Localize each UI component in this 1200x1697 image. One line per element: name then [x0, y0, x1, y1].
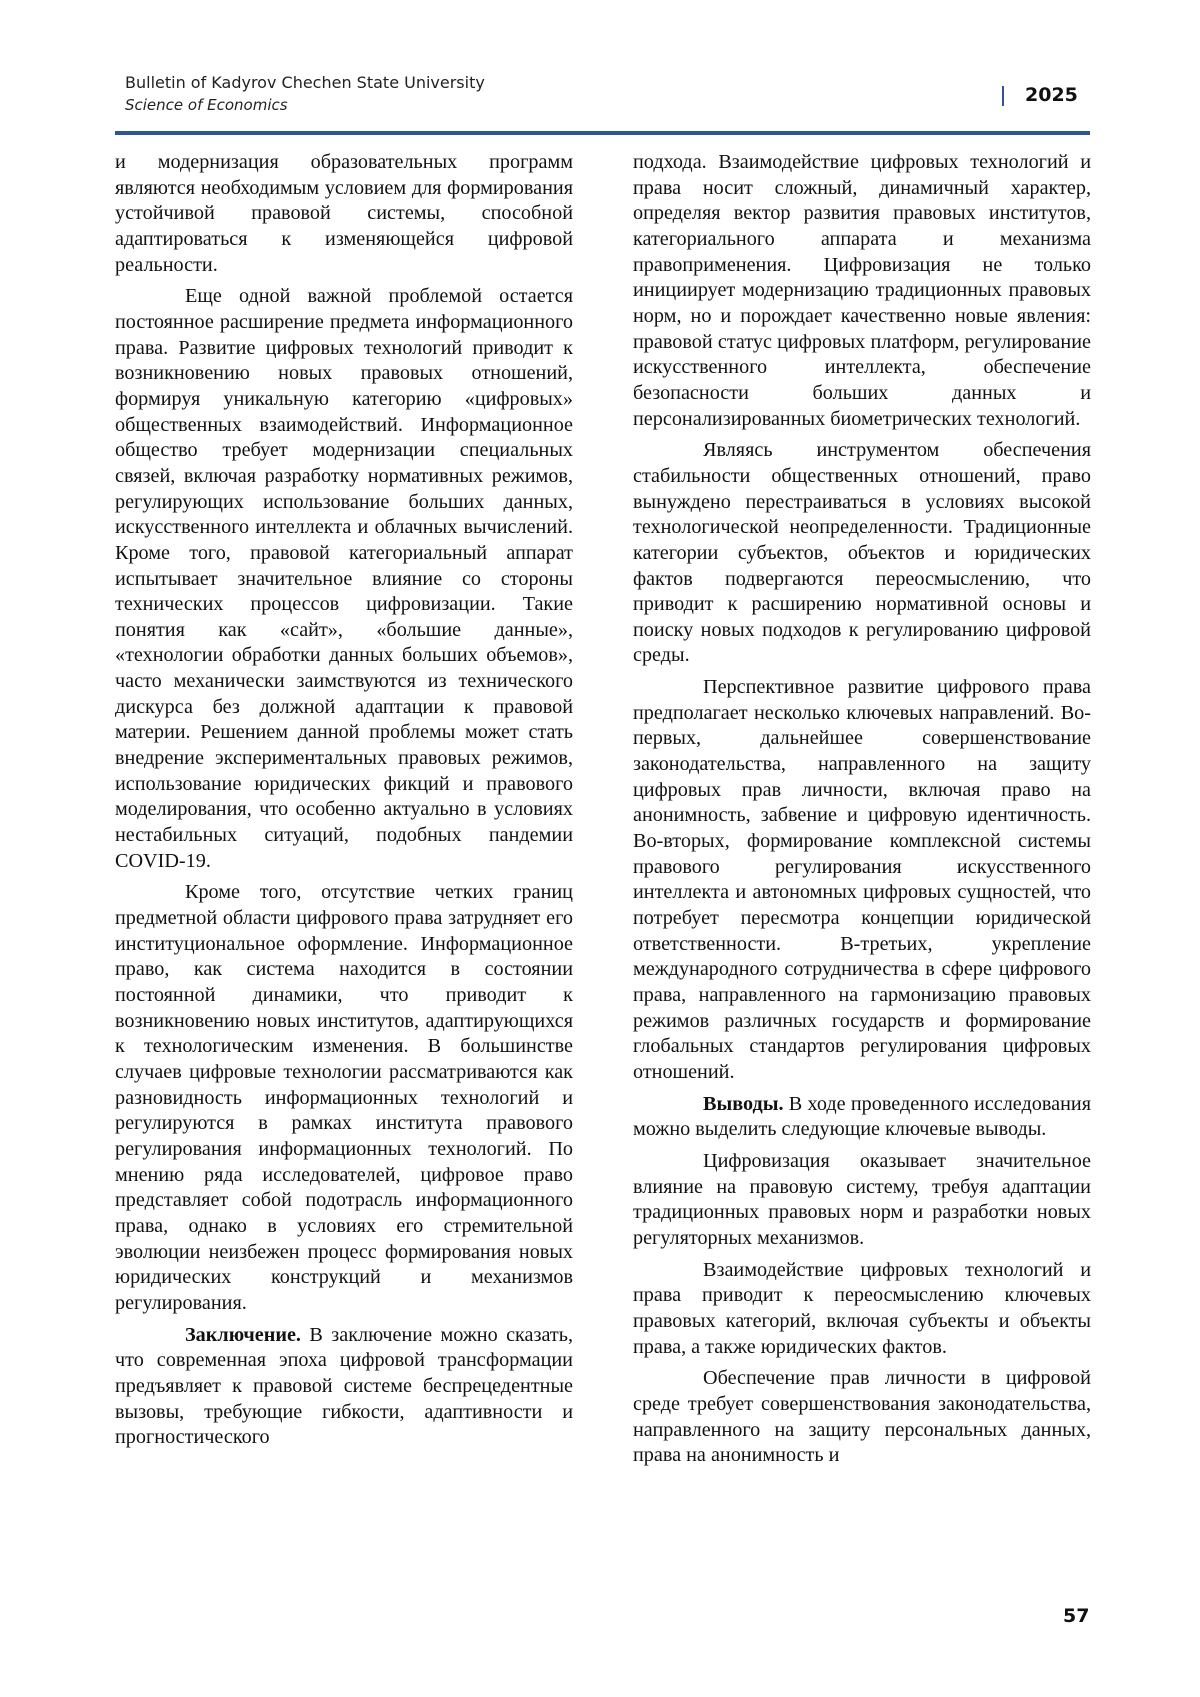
- paragraph: [633, 1092, 1091, 1143]
- page-number: 57: [1063, 1605, 1089, 1627]
- journal-section: Science of Economics: [125, 94, 1085, 116]
- journal-title: Bulletin of Kadyrov Chechen State University: [125, 72, 1085, 94]
- paragraph: Цифровизация оказывает значительное влияние на правовую систему, требуя адаптации традиционных правовых норм и разработки новых регуляторных механизмов.: [633, 1149, 1091, 1252]
- running-header: [125, 72, 1085, 130]
- paragraph: Являясь инструментом обеспечения стабильности общественных отношений, право вынуждено перестраиваться в условиях высокой технологической неопределенности. Традиционные категории субъектов, объектов и юридических фактов подвергаются переосмыслению, что приводит к расширению нормативной основы и поиску новых подходов к регулированию цифровой среды.: [633, 438, 1091, 669]
- paragraph: и модернизация образовательных программ являются необходимым условием для формирования устойчивой правовой системы, способной адаптироваться к изменяющейся цифровой реальности.: [115, 150, 573, 278]
- left-column: [115, 150, 573, 1457]
- right-column: [633, 150, 1091, 1475]
- paragraph: Перспективное развитие цифрового права предполагает несколько ключевых направлений. Во-первых, дальнейшее совершенствование законодательства, направленного на защиту цифровых прав личности, включая право на анонимность, забвение и цифровую идентичность. Во-вторых, формирование комплексной системы правового регулирования искусственного интеллекта и автономных цифровых сущностей, что потребует пересмотра концепции юридической ответственности. В-третьих, укрепление международного сотрудничества в сфере цифрового права, направленного на гармонизацию правовых режимов различных государств и формирование глобальных стандартов регулирования цифровых отношений.: [633, 675, 1091, 1086]
- paragraph: Взаимодействие цифровых технологий и права приводит к переосмыслению ключевых правовых категорий, включая субъекты и объекты права, а также юридических фактов.: [633, 1258, 1091, 1361]
- paragraph: Обеспечение прав личности в цифровой среде требует совершенствования законодательства, направленного на защиту персональных данных, права на анонимность и: [633, 1366, 1091, 1469]
- year-divider: [1002, 86, 1004, 106]
- paragraph-text: В ходе проведенного исследования можно выделить следующие ключевые выводы.: [633, 1093, 1091, 1141]
- paragraph: подхода. Взаимодействие цифровых технологий и права носит сложный, динамичный характер, определяя вектор развития правовых институтов, категориального аппарата и механизма правоприменения. Цифровизация не только инициирует модернизацию традиционных правовых норм, но и порождает качественно новые явления: правовой статус цифровых платформ, регулирование искусственного интеллекта, обеспечение безопасности больших данных и персонализированных биометрических технологий.: [633, 150, 1091, 432]
- paragraph: [115, 1323, 573, 1451]
- conclusion-heading: Заключение.: [185, 1324, 301, 1346]
- publication-year: 2025: [1025, 84, 1078, 106]
- paragraph-text: В заключение можно сказать, что современная эпоха цифровой трансформации предъявляет к правовой системе беспрецедентные вызовы, требующие гибкости, адаптивности и прогностического: [115, 1324, 573, 1449]
- paragraph: Еще одной важной проблемой остается постоянное расширение предмета информационного права. Развитие цифровых технологий приводит к возникновению новых правовых отношений, формируя уникальную категорию «цифровых» общественных взаимодействий. Информационное общество требует модернизации специальных связей, включая разработку нормативных режимов, регулирующих использование больших данных, искусственного интеллекта и облачных вычислений. Кроме того, правовой категориальный аппарат испытывает значительное влияние со стороны технических процессов цифровизации. Такие понятия как «сайт», «большие данные», «технологии обработки данных больших объемов», часто механически заимствуются из технического дискурса без должной адаптации к правовой материи. Решением данной проблемы может стать внедрение экспериментальных правовых режимов, использование юридических фикций и правового моделирования, что особенно актуально в условиях нестабильных ситуаций, подобных пандемии COVID-19.: [115, 284, 573, 874]
- header-rule: [115, 131, 1090, 135]
- findings-heading: Выводы.: [703, 1093, 784, 1115]
- paragraph: Кроме того, отсутствие четких границ предметной области цифрового права затрудняет его институциональное оформление. Информационное право, как система находится в состоянии постоянной динамики, что приводит к возникновению новых институтов, адаптирующихся к технологическим изменения. В большинстве случаев цифровые технологии рассматриваются как разновидность информационных технологий и регулируются в рамках института правового регулирования информационных технологий. По мнению ряда исследователей, цифровое право представляет собой подотрасль информационного права, однако в условиях его стремительной эволюции неизбежен процесс формирования новых юридических конструкций и механизмов регулирования.: [115, 880, 573, 1316]
